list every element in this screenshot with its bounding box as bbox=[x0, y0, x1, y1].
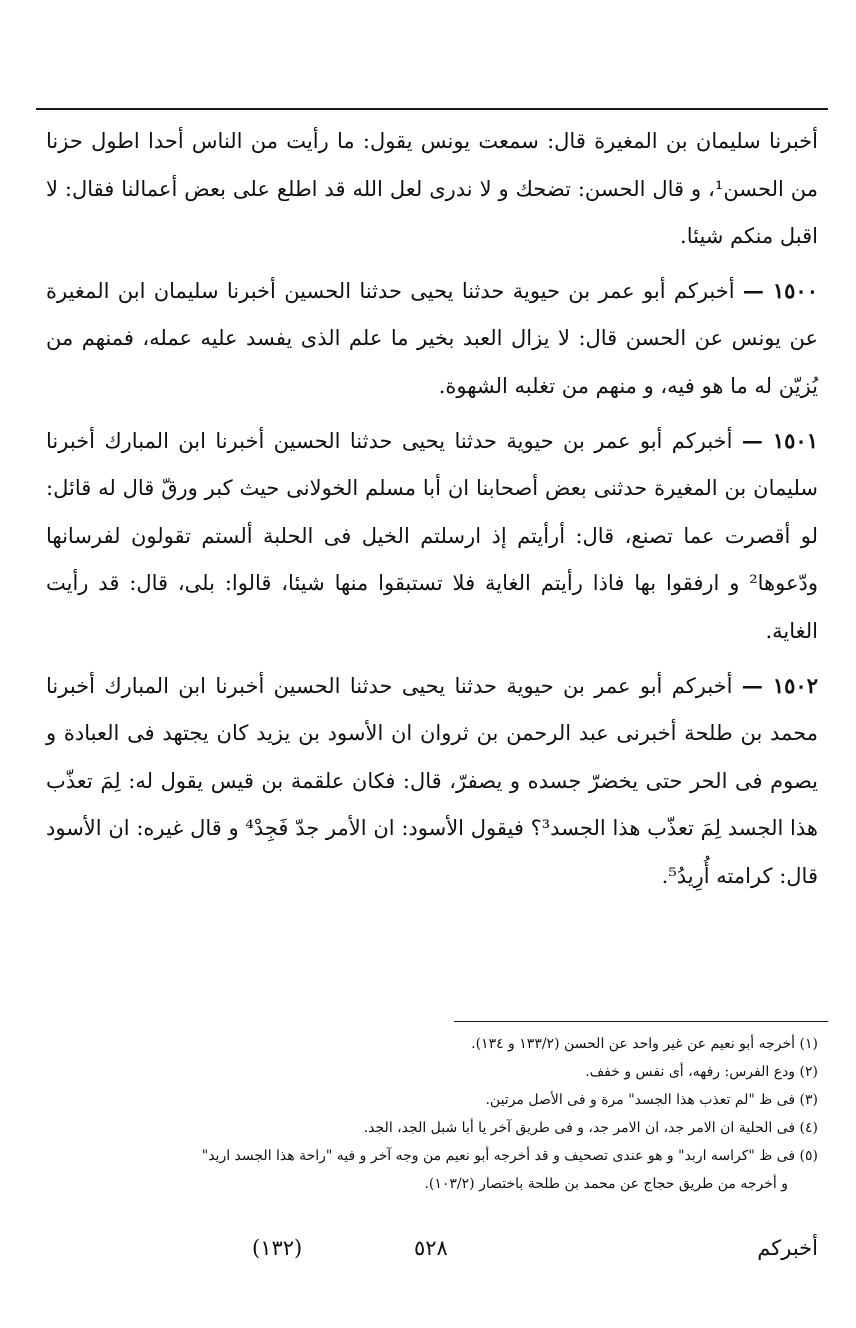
footnote-marker: (٥) bbox=[799, 1148, 818, 1164]
hadith-1500 bbox=[46, 267, 818, 411]
footnote-rule bbox=[454, 1021, 828, 1022]
footnote-text: فى ظ "كراسه اربد" و هو عندى تصحيف و قد أخرجه أبو نعيم من وجه آخر و فيه "راحة هذا الجسد اريد" bbox=[201, 1148, 796, 1164]
catchword: أخبركم bbox=[757, 1236, 818, 1260]
hadith-text: أخبركم أبو عمر بن حيوية حدثنا يحيى حدثنا الحسين أخبرنا ابن المبارك أخبرنا محمد بن طلحة أخبرنى عبد الرحمن بن ثروان ان الأسود بن يزيد كان يجتهد فى العبادة و يصوم فى الحر حتى يخضرّ جسده و يصفرّ، قال: فكان علقمة بن قيس يقول له: لِمَ تعذّب هذا الجسد لِمَ تعذّب هذا الجسد³؟ فيقول الأسود: ان الأمر جدّ فَجِدْ⁴ و قال غيره: ان الأسود قال: كرامته أُرِيدُ⁵. bbox=[46, 673, 818, 888]
footnote bbox=[36, 1114, 818, 1142]
inner-page-number: (١٣٢) bbox=[252, 1236, 303, 1260]
hadith-text: أخبركم أبو عمر بن حيوية حدثنا يحيى حدثنا الحسين أخبرنا سليمان ابن المغيرة عن يونس عن الحسن قال: لا يزال العبد بخير ما علم الذى يفسد عليه عمله، فمنهم من يُزيّن له ما هو فيه، و منهم من تغلبه الشهوة. bbox=[46, 278, 818, 398]
footnote bbox=[36, 1142, 818, 1170]
footnotes bbox=[36, 1030, 818, 1198]
paragraph-continuation: أخبرنا سليمان بن المغيرة قال: سمعت يونس يقول: ما رأيت من الناس أحدا اطول حزنا من الحسن¹، و قال الحسن: تضحك و لا ندرى لعل الله قد اطلع على بعض أعمالنا فقال: لا اقبل منكم شيئا. bbox=[46, 129, 818, 249]
footnote-marker: (٣) bbox=[799, 1092, 818, 1108]
hadith-1501 bbox=[46, 417, 818, 656]
main-text bbox=[46, 118, 818, 907]
hadith-number: ١٥٠١ — bbox=[741, 427, 818, 453]
top-rule bbox=[36, 108, 828, 110]
footnote bbox=[36, 1030, 818, 1058]
hadith-number: ١٥٠٢ — bbox=[741, 672, 818, 698]
page-footer bbox=[36, 1236, 818, 1276]
footnote-text: أخرجه أبو نعيم عن غير واحد عن الحسن (١٣٣/٢ و ١٣٤). bbox=[471, 1036, 796, 1052]
footnote-marker: (٤) bbox=[799, 1120, 818, 1136]
footnote-marker: (٢) bbox=[799, 1064, 818, 1080]
footnote bbox=[36, 1058, 818, 1086]
footnote-text: فى الحلية ان الامر جد، ان الامر جد، و فى طريق آخر يا أبا شبل الجد، الجد. bbox=[363, 1120, 796, 1136]
footnote-text: فى ظ "لم تعذب هذا الجسد" مرة و فى الأصل مرتين. bbox=[485, 1092, 796, 1108]
footnote-marker: (١) bbox=[799, 1036, 818, 1052]
hadith-1502 bbox=[46, 662, 818, 901]
footnote-continuation: و أخرجه من طريق حجاج عن محمد بن طلحة باختصار (١٠٣/٢). bbox=[424, 1176, 788, 1192]
page-number: ٥٢٨ bbox=[414, 1236, 448, 1260]
hadith-text: أخبركم أبو عمر بن حيوية حدثنا يحيى حدثنا الحسين أخبرنا ابن المبارك أخبرنا سليمان بن المغيرة حدثنى بعض أصحابنا ان أبا مسلم الخولانى حيث كبر ورقّ قال له قائل: لو أقصرت عما تصنع، قال: أرأيتم إذ ارسلتم الخيل فى الحلبة ألستم تقولون لفرسانها ودّعوها² و ارفقوا بها فاذا رأيتم الغاية فلا تستبقوا منها شيئا، قالوا: بلى، قال: قد رأيت الغاية. bbox=[46, 428, 818, 643]
footnote-text: ودع الفرس: رفهه، أى نفس و خفف. bbox=[585, 1064, 796, 1080]
hadith-number: ١٥٠٠ — bbox=[742, 277, 818, 303]
footnote bbox=[36, 1086, 818, 1114]
